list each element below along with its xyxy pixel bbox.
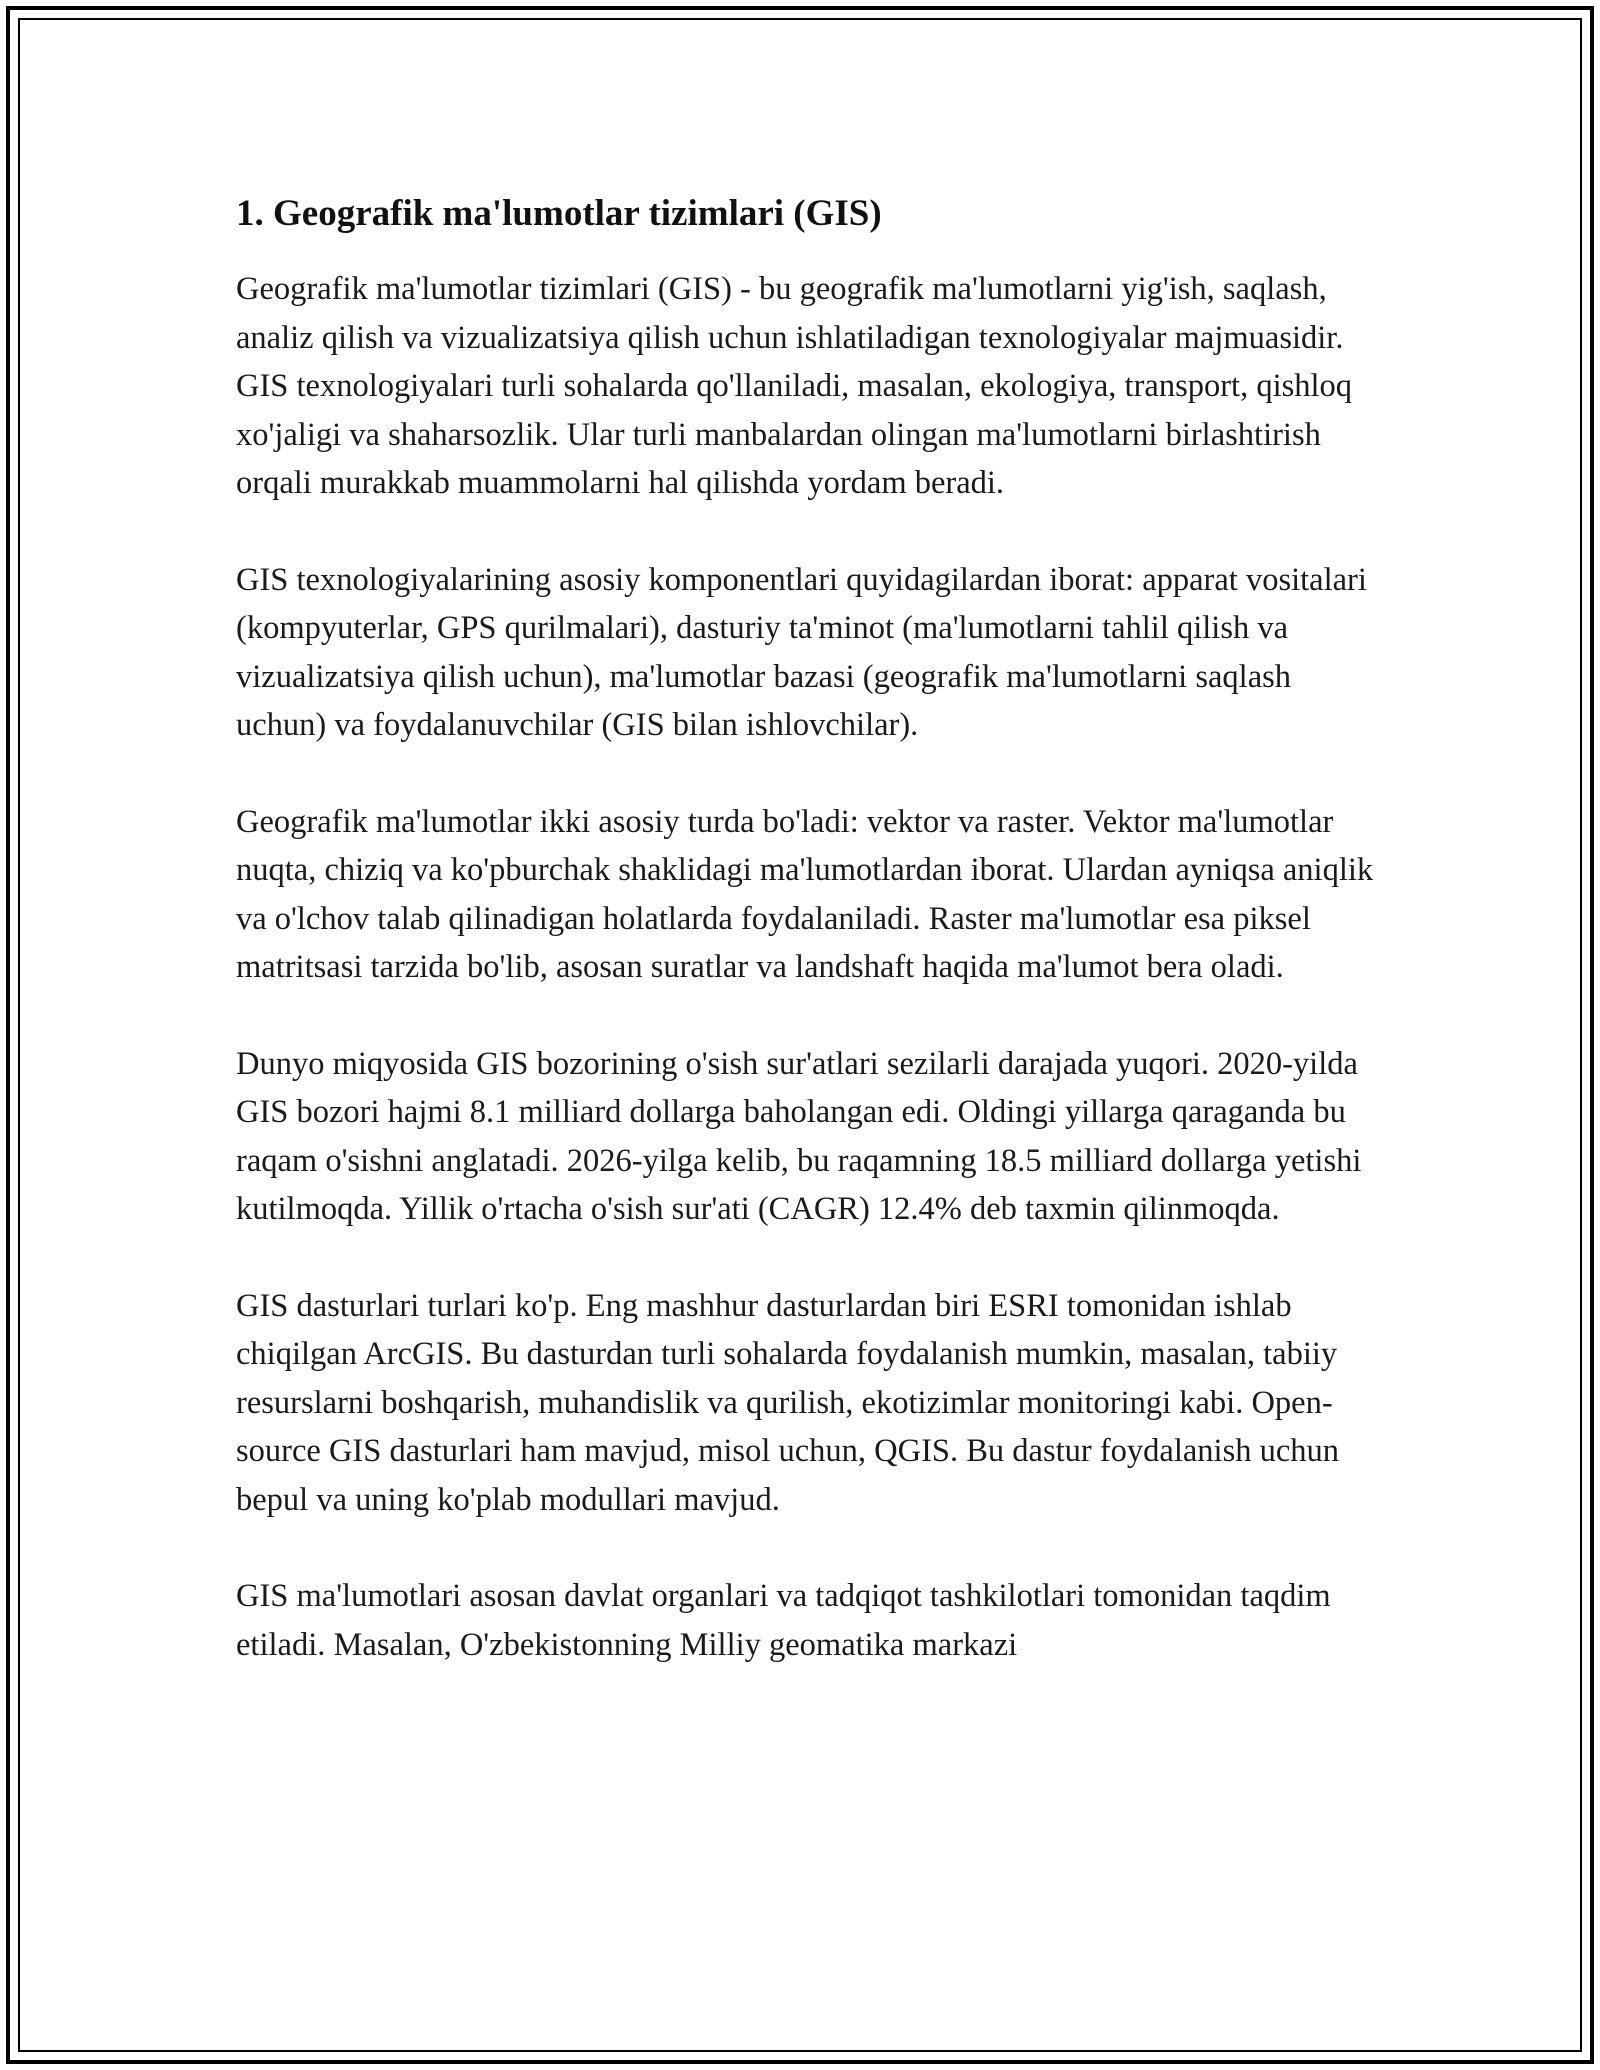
section-heading: 1. Geografik ma'lumotlar tizimlari (GIS) [236,193,882,234]
document-body [236,185,1381,1717]
paragraph-gis-components: GIS texnologiyalarining asosiy komponentlari quyidagilardan iborat: apparat vositalari (kompyuterlar, GPS qurilmalari), dasturiy ta'minot (ma'lumotlarni tahlil qilish va vizualizatsiya qilish uchun), ma'lumotlar bazasi (geografik ma'lumotlarni saqlash uchun) va foydalanuvchilar (GIS bilan ishlovchilar). [236,561,1367,743]
paragraph-gis-definition: Geografik ma'lumotlar tizimlari (GIS) - bu geografik ma'lumotlarni yig'ish, saqlash, analiz qilish va vizualizatsiya qilish uchun ishlatiladigan texnologiyalar majmuasidir. GIS texnologiyalari turli sohalarda qo'llaniladi, masalan, ekologiya, transport, qishloq xo'jaligi va shaharsozlik. Ular turli manbalardan olingan ma'lumotlarni birlashtirish orqali murakkab muammolarni hal qilishda yordam beradi. [236,271,1353,501]
paragraph-gis-software: GIS dasturlari turlari ko'p. Eng mashhur dasturlardan biri ESRI tomonidan ishlab chiqilgan ArcGIS. Bu dasturdan turli sohalarda foydalanish mumkin, masalan, tabiiy resurslarni boshqarish, muhandislik va qurilish, ekotizimlar monitoringi kabi. Open-source GIS dasturlari ham mavjud, misol uchun, QGIS. Bu dastur foydalanish uchun bepul va uning ko'plab modullari mavjud. [236,1287,1340,1518]
paragraph-data-types: Geografik ma'lumotlar ikki asosiy turda bo'ladi: vektor va raster. Vektor ma'lumotlar nuqta, chiziq va ko'pburchak shaklidagi ma'lumotlardan iborat. Ulardan ayniqsa aniqlik va o'lchov talab qilinadigan holatlarda foydalaniladi. Raster ma'lumotlar esa piksel matritsasi tarzida bo'lib, asosan suratlar va landshaft haqida ma'lumot bera oladi. [236,803,1374,985]
paragraph-market-growth: Dunyo miqyosida GIS bozorining o'sish sur'atlari sezilarli darajada yuqori. 2020-yilda GIS bozori hajmi 8.1 milliard dollarga baholangan edi. Oldingi yillarga qaraganda bu raqam o'sishni anglatadi. 2026-yilga kelib, bu raqamning 18.5 milliard dollarga yetishi kutilmoqda. Yillik o'rtacha o'sish sur'ati (CAGR) 12.4% deb taxmin qilinmoqda. [236,1045,1362,1227]
paragraph-data-sources: GIS ma'lumotlari asosan davlat organlari va tadqiqot tashkilotlari tomonidan taqdim etiladi. Masalan, O'zbekistonning Milliy geomatika markazi [236,1578,1331,1663]
